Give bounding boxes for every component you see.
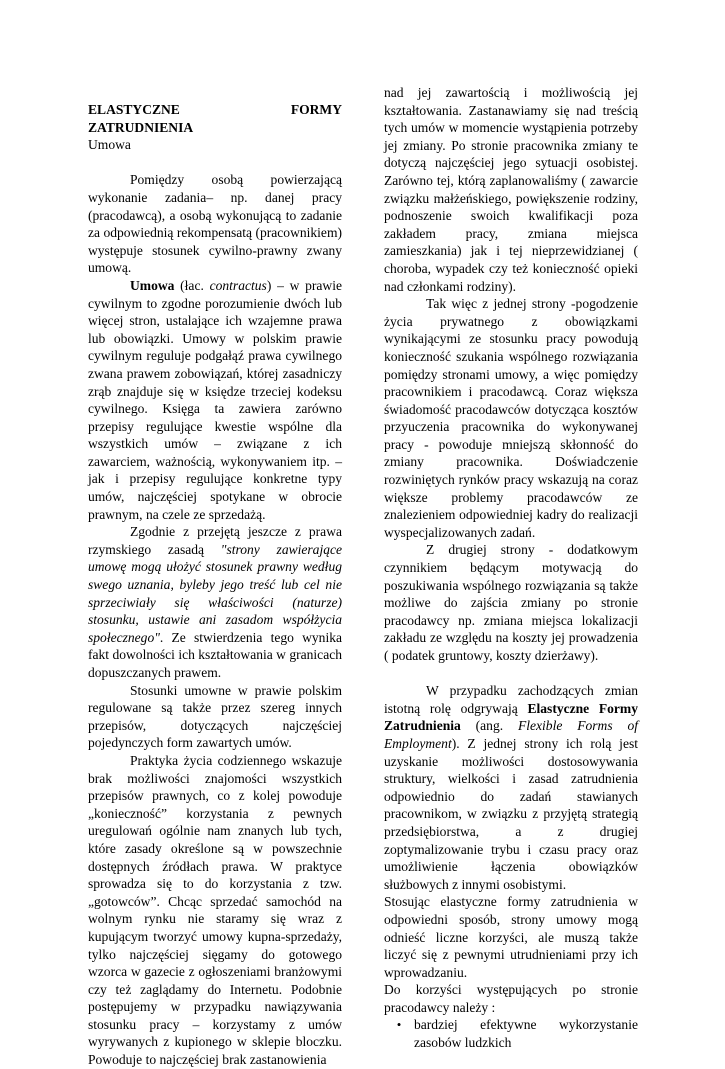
bold-term: Elastyczne Formy Zatrudnienia xyxy=(384,700,638,734)
spacer xyxy=(88,154,342,172)
paragraph: nad jej zawartością i możliwością jej kształtowania. Zastanawiamy się nad treścią tych umów w momencie wystąpienia potrzeby jej zmiany. Po stronie pracownika zmiany te dotyczą najczęściej jego sytuacji osobistej. Zarówno tej, którą zaplanowaliśmy ( zawarcie związku małżeńskiego, powiększenie rodziny, podnoszenie swoich kwalifikacji poza zakładem pracy, zmiana miejsca zamieszkania) jak i tej nieprzewidzianej ( choroba, wypadek czy też konieczność opieki nad członkami rodziny). xyxy=(384,85,638,294)
italic-term: Flexible Forms of Employment xyxy=(384,718,638,751)
text-run: ). Z jednej strony ich rolą jest uzyskanie możliwości dostosowywania struktury, wielkości i zasad zatrudnienia odpowiednio do zadań stawianych pracownikom, w związku z przyjętą strategią przedsiębiorstwa, a z drugiej zoptymalizowanie trybu i czasu pracy oraz umożliwienie łączenia obowiązków służbowych z innymi osobistymi. xyxy=(384,735,638,892)
text-run: Zgodnie z przejętą jeszcze z prawa rzymskiego zasadą xyxy=(88,524,342,557)
paragraph xyxy=(384,682,638,893)
paragraph xyxy=(88,523,342,681)
paragraph: Tak więc z jednej strony -pogodzenie życia prywatnego z obowiązkami wynikającymi ze stosunku pracy powodują konieczność szukania wspólnego rozwiązania pomiędzy stronami umowy, a więc pomiędzy pracownikiem i pracodawcą. Coraz większa świadomość pracodawców dotycząca kosztów przyuczenia pracownika do wykonywanej pracy - powoduje mniejszą skłonność do zmiany pracownika. Doświadczenie rozwiniętych rynków pracy wskazują na coraz większe problemy pracodawców ze znalezieniem odpowiedniej kadry do realizacji wyspecjalizowanych zadań. xyxy=(384,296,638,540)
list-item xyxy=(384,1016,638,1051)
text-run: W przypadku zachodzących zmian istotną rolę odgrywają xyxy=(384,683,638,716)
right-column xyxy=(384,84,638,1052)
spacer xyxy=(384,665,638,683)
document-title: ELASTYCZNE FORMY ZATRUDNIENIA xyxy=(88,102,342,135)
paragraph: Stosując elastyczne formy zatrudnienia w odpowiedni sposób, strony umowy mogą odnieść liczne korzyści, ale muszą także liczyć się z pewnymi utrudnieniami przy ich wprowadzaniu. xyxy=(384,894,638,980)
paragraph: Z drugiej strony - dodatkowym czynnikiem będącym motywacją do poszukiwania wspólnego rozwiązania są także możliwe do zajścia zmiany po stronie pracodawcy np. zmiana miejsca lokalizacji zakładu ze względu na koszty jej prowadzenia ( podatek gruntowy, koszty dzierżawy). xyxy=(384,542,638,663)
paragraph: Pomiędzy osobą powierzającą wykonanie zadania– np. danej pracy (pracodawcą), a osobą wykonującą to zadanie za odpowiednią rekompensatą (pracownikiem) występuje stosunek cywilno-prawny zwany umową. xyxy=(88,172,342,276)
italic-term: contractus xyxy=(209,277,267,293)
left-column xyxy=(88,101,342,1069)
paragraph: Praktyka życia codziennego wskazuje brak możliwości znajomości wszystkich przepisów prawnych, co z kolej powoduje „konieczność” korzystania z pewnych uregulowań ogólnie nam znanych lub tych, które zasady określone są w powszechnie dostępnych źródłach prawa. W praktyce sprowadza się to do korzystania z tzw. „gotowców”. Chcąc sprzedać samochód na wolnym rynku nie staramy się wraz z kupującym tworzyć umowy kupna-sprzedaży, tylko najczęściej sięgamy do gotowego wzorca w gazecie z ogłoszeniami branżowymi czy też zaglądamy do Internetu. Podobnie postępujemy w przypadku nawiązywania stosunku pracy – korzystamy z umów wyrywanych z kupionego w sklepie bloczku. Powoduje to najczęściej brak zastanowienia xyxy=(88,752,342,1068)
list-item-text: bardziej efektywne wykorzystanie zasobów ludzkich xyxy=(414,1017,638,1051)
text-run: ) – w prawie cywilnym to zgodne porozumienie dwóch lub więcej stron, ustalające ich wzajemne prawa lub obowiązki. Umowy w polskim prawie cywilnym reguluje podgałąź prawa cywilnego zwana prawem zobowiązań, której zasadniczy zrąb znajduje się w księdze trzeciej kodeksu cywilnego. Księga ta zawiera zarówno przepisy regulujące kwestie wspólne dla wszystkich umów – związane z ich zawarciem, ważnością, wykonywaniem itp. – jak i przepisy regulujące konkretne typy umów, najczęściej spotykane w obrocie prawnym, na czele ze sprzedażą. xyxy=(88,277,342,522)
italic-quote: "strony zawierające umowę mogą ułożyć stosunek prawny według swego uznania, byleby jego treść lub cel nie sprzeciwiały się właściwości (naturze) stosunku, ustawie ani zasadom współżycia społecznego" xyxy=(88,541,343,645)
paragraph xyxy=(88,277,342,523)
bold-term: Umowa xyxy=(130,277,175,293)
text-run: (ang. xyxy=(460,718,518,734)
paragraph: Stosunki umowne w prawie polskim regulowane są także przez szereg innych przepisów, dotyczących najczęściej pojedynczych form zawartych umów. xyxy=(88,682,342,751)
text-run: (łac. xyxy=(174,277,210,293)
bullet-icon: • xyxy=(396,1017,402,1033)
document-subtitle: Umowa xyxy=(88,137,131,153)
text-run: . Ze stwierdzenia tego wynika fakt dowolności ich kształtowania w granicach dopuszczanych prawem. xyxy=(88,629,342,680)
paragraph: Do korzyści występujących po stronie pracodawcy należy : xyxy=(384,982,638,1015)
